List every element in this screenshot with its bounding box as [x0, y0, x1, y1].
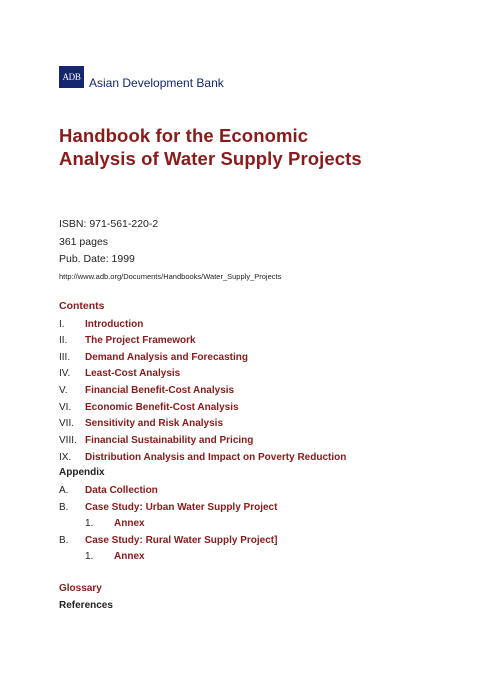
item-number: I. — [59, 319, 65, 330]
references-link[interactable]: References — [59, 600, 113, 611]
glossary-link[interactable]: Glossary — [59, 583, 102, 594]
item-link[interactable]: Financial Benefit-Cost Analysis — [85, 385, 235, 396]
item-number: A. — [59, 485, 69, 496]
title-line-1: Handbook for the Economic — [59, 125, 309, 146]
item-link[interactable]: Financial Sustainability and Pricing — [85, 435, 254, 446]
item-number: 1. — [85, 551, 94, 562]
page-title — [59, 124, 459, 170]
item-link[interactable]: Annex — [114, 551, 145, 562]
item-number: IX. — [59, 452, 72, 463]
appendix-label: Appendix — [59, 467, 105, 478]
item-link[interactable]: The Project Framework — [85, 335, 196, 346]
item-link[interactable]: Demand Analysis and Forecasting — [85, 352, 249, 363]
item-number: IV. — [59, 368, 71, 379]
title-line-2: Analysis of Water Supply Projects — [59, 148, 362, 169]
item-link[interactable]: Sensitivity and Risk Analysis — [85, 418, 224, 429]
item-number: B. — [59, 535, 69, 546]
item-link[interactable]: Introduction — [85, 319, 144, 330]
item-link[interactable]: Case Study: Rural Water Supply Project] — [85, 535, 278, 546]
org-name: Asian Development Bank — [89, 76, 224, 90]
contents-heading: Contents — [59, 300, 105, 312]
item-number: III. — [59, 352, 71, 363]
item-number: 1. — [85, 518, 94, 529]
pub-date: Pub. Date: 1999 — [59, 253, 135, 265]
adb-logo: ADB — [59, 66, 84, 88]
item-link[interactable]: Least-Cost Analysis — [85, 368, 181, 379]
item-link[interactable]: Case Study: Urban Water Supply Project — [85, 502, 278, 513]
item-link[interactable]: Data Collection — [85, 485, 158, 496]
item-number: II. — [59, 335, 68, 346]
item-number: VII. — [59, 418, 75, 429]
item-number: V. — [59, 385, 68, 396]
page-count: 361 pages — [59, 236, 109, 248]
item-link[interactable]: Annex — [114, 518, 145, 529]
item-number: VIII. — [59, 435, 77, 446]
item-link[interactable]: Distribution Analysis and Impact on Poverty Reduction — [85, 452, 347, 463]
item-number: VI. — [59, 402, 72, 413]
item-number: B. — [59, 502, 69, 513]
isbn: ISBN: 971-561-220-2 — [59, 218, 159, 230]
item-link[interactable]: Economic Benefit-Cost Analysis — [85, 402, 239, 413]
source-url[interactable]: http://www.adb.org/Documents/Handbooks/Water_Supply_Projects — [59, 272, 282, 281]
